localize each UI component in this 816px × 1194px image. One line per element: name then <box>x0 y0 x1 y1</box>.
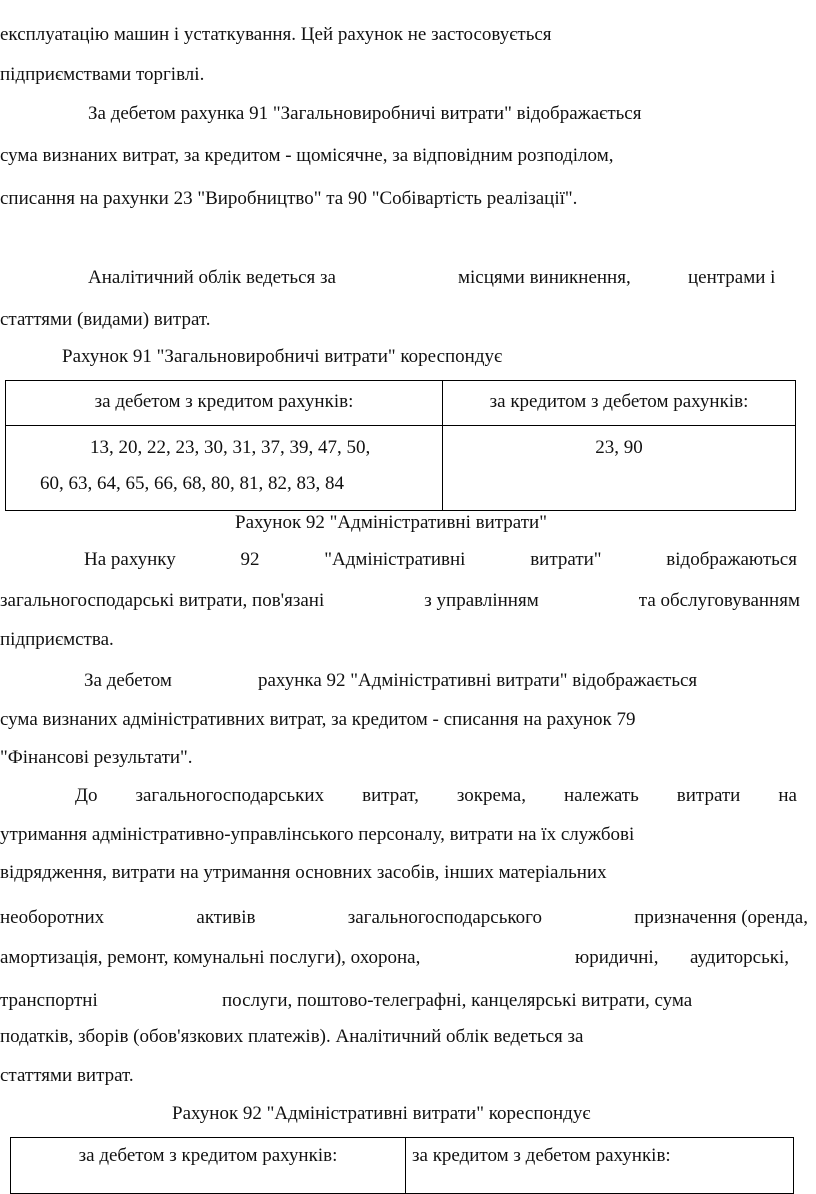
word: призначення (оренда, <box>634 907 808 928</box>
phrase: з управлінням <box>424 590 539 611</box>
correspondence-table-92 <box>10 1137 794 1194</box>
paragraph-line: статтями витрат. <box>0 1065 134 1086</box>
credit-header: за кредитом з дебетом рахунків: <box>489 391 749 412</box>
word: загальногосподарського <box>347 907 542 928</box>
debit-header-cell <box>11 1138 406 1194</box>
word: на <box>778 785 797 806</box>
word: витрати" <box>530 549 602 570</box>
word: "Адміністративні <box>324 549 466 570</box>
paragraph-line: статтями (видами) витрат. <box>0 309 211 330</box>
credit-header-cell <box>443 381 796 426</box>
paragraph-line: послуги, поштово-телеграфні, канцелярські витрати, сума <box>222 990 693 1011</box>
word: 92 <box>240 549 260 570</box>
credit-header-cell <box>406 1138 794 1194</box>
correspondence-table-91 <box>5 380 796 511</box>
paragraph-line: "Фінансові результати". <box>0 747 193 768</box>
debit-header: за дебетом з кредитом рахунків: <box>78 1145 338 1166</box>
debit-header-cell <box>6 381 443 426</box>
word: На рахунку <box>84 549 176 570</box>
justified-line <box>0 908 808 927</box>
debit-header: за дебетом з кредитом рахунків: <box>94 391 354 412</box>
word: загальногосподарських <box>135 785 325 806</box>
paragraph-line: юридичні, <box>575 947 659 968</box>
paragraph-line: податків, зборів (обов'язкових платежів). Аналітичний облік ведеться за <box>0 1026 584 1047</box>
paragraph-line: центрами і <box>688 267 776 288</box>
justified-line <box>0 591 800 610</box>
paragraph-line: місцями виникнення, <box>458 267 631 288</box>
credit-values: 23, 90 <box>595 437 643 458</box>
credit-header: за кредитом з дебетом рахунків: <box>412 1145 671 1166</box>
debit-values-line: 13, 20, 22, 23, 30, 31, 37, 39, 47, 50, <box>90 437 371 458</box>
table-caption: Рахунок 91 "Загальновиробничі витрати" кореспондує <box>62 346 503 367</box>
justified-line <box>84 550 797 569</box>
paragraph-line: експлуатацію машин і устаткування. Цей рахунок не застосовується <box>0 24 552 45</box>
paragraph-line: підприємствами торгівлі. <box>0 64 205 85</box>
paragraph-line: сума визнаних витрат, за кредитом - щомісячне, за відповідним розподілом, <box>0 145 614 166</box>
paragraph-line: відрядження, витрати на утримання основних засобів, інших матеріальних <box>0 862 607 883</box>
paragraph-line: транспортні <box>0 990 98 1011</box>
paragraph-line: аудиторські, <box>690 947 790 968</box>
debit-values-cell <box>6 426 443 511</box>
justified-line <box>75 786 797 805</box>
word: відображаються <box>666 549 797 570</box>
credit-values-cell <box>443 426 796 511</box>
paragraph-line: утримання адміністративно-управлінського персоналу, витрати на їх службові <box>0 824 635 845</box>
phrase: та обслуговуванням <box>638 590 800 611</box>
word: належать <box>564 785 639 806</box>
paragraph-line: Аналітичний облік ведеться за <box>88 267 336 288</box>
section-title: Рахунок 92 "Адміністративні витрати" <box>235 512 547 533</box>
word: зокрема, <box>456 785 526 806</box>
paragraph-line: За дебетом <box>84 670 172 691</box>
debit-values-line: 60, 63, 64, 65, 66, 68, 80, 81, 82, 83, 84 <box>40 473 344 494</box>
paragraph-line: підприємства. <box>0 629 114 650</box>
paragraph-line: За дебетом рахунка 91 "Загальновиробничі витрати" відображається <box>88 103 642 124</box>
table-caption: Рахунок 92 "Адміністративні витрати" кореспондує <box>172 1103 591 1124</box>
paragraph-line: амортизація, ремонт, комунальні послуги), охорона, <box>0 947 421 968</box>
word: необоротних <box>0 907 105 928</box>
word: До <box>75 785 98 806</box>
word: активів <box>196 907 256 928</box>
phrase: загальногосподарські витрати, пов'язані <box>0 590 325 611</box>
word: витрати <box>676 785 741 806</box>
paragraph-line: списання на рахунки 23 "Виробництво" та 90 "Собівартість реалізації". <box>0 188 578 209</box>
word: витрат, <box>362 785 419 806</box>
paragraph-line: сума визнаних адміністративних витрат, за кредитом - списання на рахунок 79 <box>0 709 636 730</box>
paragraph-line: рахунка 92 "Адміністративні витрати" відображається <box>258 670 698 691</box>
